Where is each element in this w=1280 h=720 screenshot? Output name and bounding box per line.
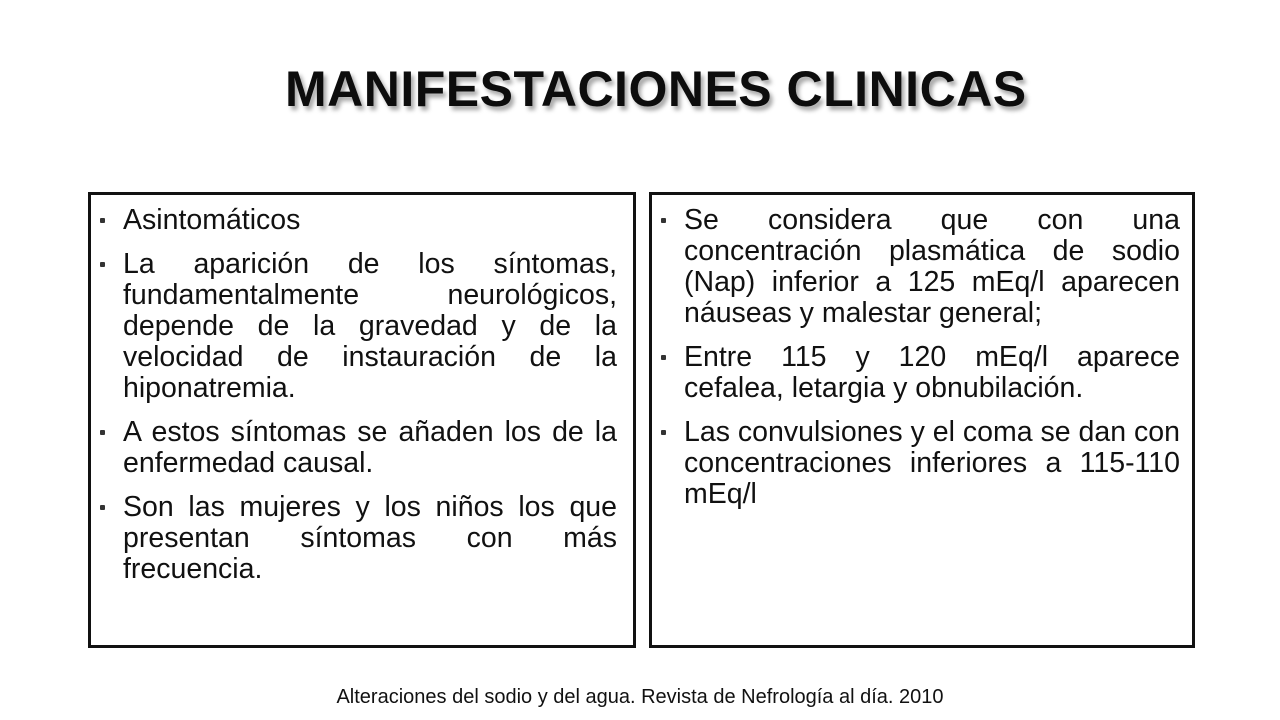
bullet-text: A estos síntomas se añaden los de la enfermedad causal. <box>123 416 617 479</box>
square-bullet-icon <box>661 218 666 223</box>
square-bullet-icon <box>661 355 666 360</box>
bullet-text: Entre 115 y 120 mEq/l aparece cefalea, letargia y obnubilación. <box>684 341 1180 404</box>
bullet-item <box>91 205 617 236</box>
bullet-item <box>91 492 617 585</box>
bullet-text: Las convulsiones y el coma se dan con concentraciones inferiores a 115-110 mEq/l <box>684 416 1180 510</box>
left-bullet-list <box>91 205 617 598</box>
bullet-text: Asintomáticos <box>123 204 301 236</box>
bullet-text: La aparición de los síntomas, fundamentalmente neurológicos, depende de la gravedad y de la velocidad de instauración de la hiponatremia. <box>123 248 617 404</box>
bullet-text: Se considera que con una concentración plasmática de sodio (Nap) inferior a 125 mEq/l aparecen náuseas y malestar general; <box>684 204 1180 329</box>
square-bullet-icon <box>661 430 666 435</box>
bullet-item <box>91 417 617 479</box>
slide-title: MANIFESTACIONES CLINICAS <box>285 61 1027 117</box>
square-bullet-icon <box>100 430 105 435</box>
bullet-item <box>652 205 1180 329</box>
bullet-text: Son las mujeres y los niños los que presentan síntomas con más frecuencia. <box>123 491 617 585</box>
right-content-box <box>649 192 1195 648</box>
bullet-item <box>91 249 617 404</box>
left-content-box <box>88 192 636 648</box>
source-citation: Alteraciones del sodio y del agua. Revista de Nefrología al día. 2010 <box>336 686 944 708</box>
square-bullet-icon <box>100 262 105 267</box>
right-bullet-list <box>652 205 1180 523</box>
bullet-item <box>652 342 1180 404</box>
square-bullet-icon <box>100 218 105 223</box>
bullet-item <box>652 417 1180 510</box>
square-bullet-icon <box>100 505 105 510</box>
